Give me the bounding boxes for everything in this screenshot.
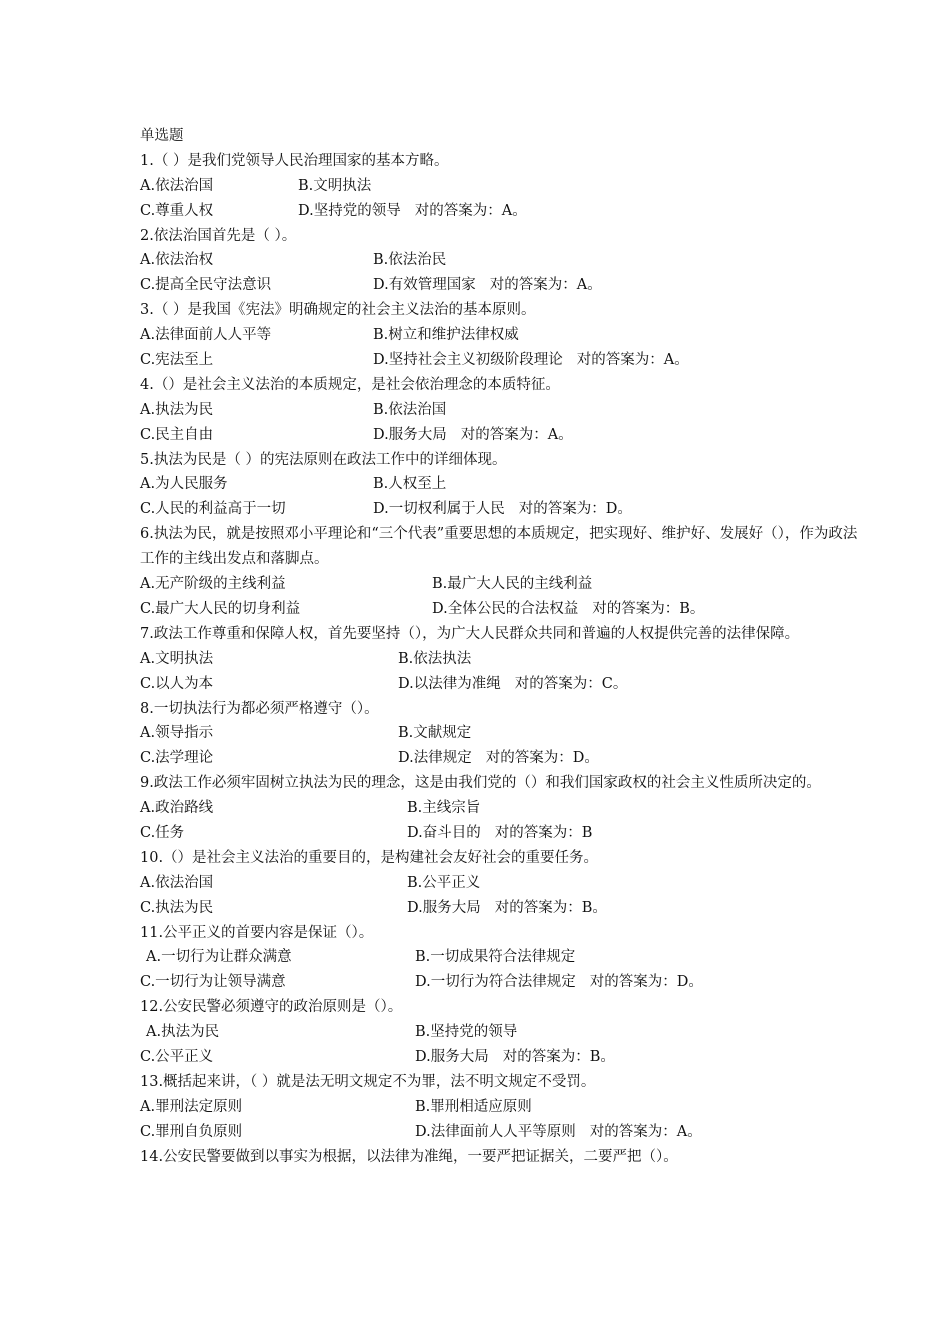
option-d-with-answer bbox=[415, 1045, 615, 1070]
option-row bbox=[140, 597, 870, 622]
option-row bbox=[140, 647, 870, 672]
option-d: D.一切权利属于人民 bbox=[373, 501, 505, 518]
option-row bbox=[140, 497, 870, 522]
answer-text: 对的答案为：B。 bbox=[494, 899, 607, 916]
question-stem: 7.政法工作尊重和保障人权，首先要坚持（），为广大人民群众共同和普遍的人权提供完善的法律保障。 bbox=[140, 625, 800, 642]
option-c: C.任务 bbox=[140, 825, 185, 841]
option-d: D.以法律为准绳 bbox=[398, 675, 501, 692]
answer-text: 对的答案为：B bbox=[494, 825, 593, 841]
section-title: 单选题 bbox=[140, 128, 184, 144]
option-d: D.服务大局 bbox=[373, 426, 447, 443]
option-b: B.人权至上 bbox=[373, 476, 447, 493]
question-stem: 13.概括起来讲，（ ）就是法无明文规定不为罪，法不明文规定不受罚。 bbox=[140, 1073, 596, 1090]
option-row bbox=[140, 796, 870, 821]
option-row bbox=[140, 821, 870, 846]
option-c: C.罪刑自负原则 bbox=[140, 1123, 243, 1140]
option-a: A.法律面前人人平等 bbox=[140, 327, 272, 344]
question-stem: 14.公安民警要做到以事实为根据，以法律为准绳，一要严把证据关，二要严把（）。 bbox=[140, 1148, 678, 1165]
option-b: B.最广大人民的主线利益 bbox=[432, 576, 593, 593]
option-d-with-answer bbox=[415, 1120, 702, 1145]
option-row bbox=[140, 398, 870, 423]
answer-text: 对的答案为：C。 bbox=[514, 675, 628, 692]
option-d-with-answer bbox=[373, 348, 689, 373]
option-row bbox=[140, 174, 870, 199]
option-row bbox=[140, 746, 870, 771]
option-a: A.领导指示 bbox=[140, 725, 214, 742]
answer-text: 对的答案为：A。 bbox=[589, 1123, 702, 1140]
option-row bbox=[140, 248, 870, 273]
option-d-with-answer bbox=[432, 597, 704, 622]
option-d-with-answer bbox=[407, 821, 592, 846]
option-d: D.服务大局 bbox=[407, 899, 481, 916]
option-a: A.依法治国 bbox=[140, 177, 214, 194]
question-stem: 1.（ ）是我们党领导人民治理国家的基本方略。 bbox=[140, 152, 449, 169]
question-stem: 4.（）是社会主义法治的本质规定，是社会依治理念的本质特征。 bbox=[140, 376, 560, 393]
option-row bbox=[140, 1045, 870, 1070]
option-c: C.法学理论 bbox=[140, 750, 214, 767]
option-a: A.文明执法 bbox=[140, 650, 214, 667]
option-c: C.民主自由 bbox=[140, 426, 214, 443]
option-c: C.执法为民 bbox=[140, 899, 214, 916]
option-b: B.罪刑相适应原则 bbox=[415, 1098, 532, 1115]
option-a: A.依法治国 bbox=[140, 874, 214, 891]
option-b: B.公平正义 bbox=[407, 874, 481, 891]
option-d-with-answer bbox=[398, 746, 599, 771]
option-row bbox=[140, 871, 870, 896]
option-row bbox=[140, 572, 870, 597]
answer-text: 对的答案为：A。 bbox=[576, 352, 689, 369]
option-d: D.法律面前人人平等原则 bbox=[415, 1123, 576, 1140]
question-stem: 12.公安民警必须遵守的政治原则是（）。 bbox=[140, 999, 403, 1016]
option-d-with-answer bbox=[415, 970, 703, 995]
option-row bbox=[140, 348, 870, 373]
option-d: D.奋斗目的 bbox=[407, 825, 481, 841]
option-row bbox=[140, 323, 870, 348]
option-d-with-answer bbox=[398, 672, 627, 697]
option-a: A.一切行为让群众满意 bbox=[146, 949, 292, 966]
option-c: C.人民的利益高于一切 bbox=[140, 501, 286, 518]
option-row bbox=[140, 1120, 870, 1145]
option-d-with-answer bbox=[298, 199, 527, 224]
option-b: B.依法执法 bbox=[398, 650, 472, 667]
question-stem: 10.（）是社会主义法治的重要目的，是构建社会友好社会的重要任务。 bbox=[140, 849, 599, 866]
option-b: B.文献规定 bbox=[398, 725, 472, 742]
option-b: B.文明执法 bbox=[298, 177, 372, 194]
question-stem: 8.一切执法行为都必须严格遵守（）。 bbox=[140, 700, 379, 717]
question-stem: 3.（ ）是我国《宪法》明确规定的社会主义法治的基本原则。 bbox=[140, 302, 536, 319]
option-c: C.最广大人民的切身利益 bbox=[140, 600, 301, 617]
option-d-with-answer bbox=[373, 423, 573, 448]
answer-text: 对的答案为：D。 bbox=[589, 974, 703, 991]
option-c: C.尊重人权 bbox=[140, 202, 214, 219]
option-d: D.法律规定 bbox=[398, 750, 472, 767]
option-b: B.依法治国 bbox=[373, 401, 447, 418]
option-row bbox=[140, 1020, 870, 1045]
option-c: C.公平正义 bbox=[140, 1049, 214, 1066]
option-c: C.一切行为让领导满意 bbox=[140, 974, 286, 991]
question-stem: 5.执法为民是（ ）的宪法原则在政法工作中的详细体现。 bbox=[140, 451, 507, 468]
option-d: D.坚持党的领导 bbox=[298, 202, 401, 219]
option-row bbox=[140, 896, 870, 921]
option-d-with-answer bbox=[407, 896, 607, 921]
option-row bbox=[140, 945, 870, 970]
option-b: B.树立和维护法律权威 bbox=[373, 327, 519, 344]
option-d: D.一切行为符合法律规定 bbox=[415, 974, 576, 991]
option-row bbox=[140, 1095, 870, 1120]
answer-text: 对的答案为：B。 bbox=[592, 600, 705, 617]
answer-text: 对的答案为：A。 bbox=[489, 277, 602, 294]
option-row bbox=[140, 721, 870, 746]
option-a: A.依法治权 bbox=[140, 252, 214, 269]
option-row bbox=[140, 199, 870, 224]
option-a: A.无产阶级的主线利益 bbox=[140, 576, 286, 593]
question-list bbox=[140, 124, 870, 1169]
option-row bbox=[140, 273, 870, 298]
answer-text: 对的答案为：B。 bbox=[502, 1049, 615, 1066]
question-stem: 11.公平正义的首要内容是保证（）。 bbox=[140, 924, 374, 941]
option-b: B.依法治民 bbox=[373, 252, 447, 269]
option-b: B.一切成果符合法律规定 bbox=[415, 949, 576, 966]
option-b: B.主线宗旨 bbox=[407, 800, 481, 817]
question-stem: 6.执法为民，就是按照邓小平理论和“三个代表”重要思想的本质规定，把实现好、维护好、发展好（），作为政法工作的主线出发点和落脚点。 bbox=[140, 526, 858, 568]
option-d: D.有效管理国家 bbox=[373, 277, 476, 294]
option-row bbox=[140, 970, 870, 995]
option-b: B.坚持党的领导 bbox=[415, 1024, 518, 1041]
answer-text: 对的答案为：D。 bbox=[518, 501, 632, 518]
option-d: D.服务大局 bbox=[415, 1049, 489, 1066]
option-d-with-answer bbox=[373, 273, 602, 298]
option-a: A.政治路线 bbox=[140, 800, 214, 817]
option-c: C.提高全民守法意识 bbox=[140, 277, 272, 294]
option-a: A.执法为民 bbox=[146, 1024, 220, 1041]
option-d: D.全体公民的合法权益 bbox=[432, 600, 579, 617]
option-c: C.以人为本 bbox=[140, 675, 214, 692]
option-c: C.宪法至上 bbox=[140, 352, 214, 369]
option-a: A.为人民服务 bbox=[140, 476, 228, 493]
answer-text: 对的答案为：A。 bbox=[460, 426, 573, 443]
question-stem: 2.依法治国首先是（ ）。 bbox=[140, 227, 297, 244]
option-row bbox=[140, 672, 870, 697]
option-a: A.罪刑法定原则 bbox=[140, 1098, 243, 1115]
answer-text: 对的答案为：A。 bbox=[414, 202, 527, 219]
option-d: D.坚持社会主义初级阶段理论 bbox=[373, 352, 563, 369]
option-row bbox=[140, 423, 870, 448]
option-row bbox=[140, 472, 870, 497]
option-a: A.执法为民 bbox=[140, 401, 214, 418]
option-d-with-answer bbox=[373, 497, 632, 522]
answer-text: 对的答案为：D。 bbox=[485, 750, 599, 767]
question-stem: 9.政法工作必须牢固树立执法为民的理念，这是由我们党的（）和我们国家政权的社会主义性质所决定的。 bbox=[140, 775, 821, 792]
